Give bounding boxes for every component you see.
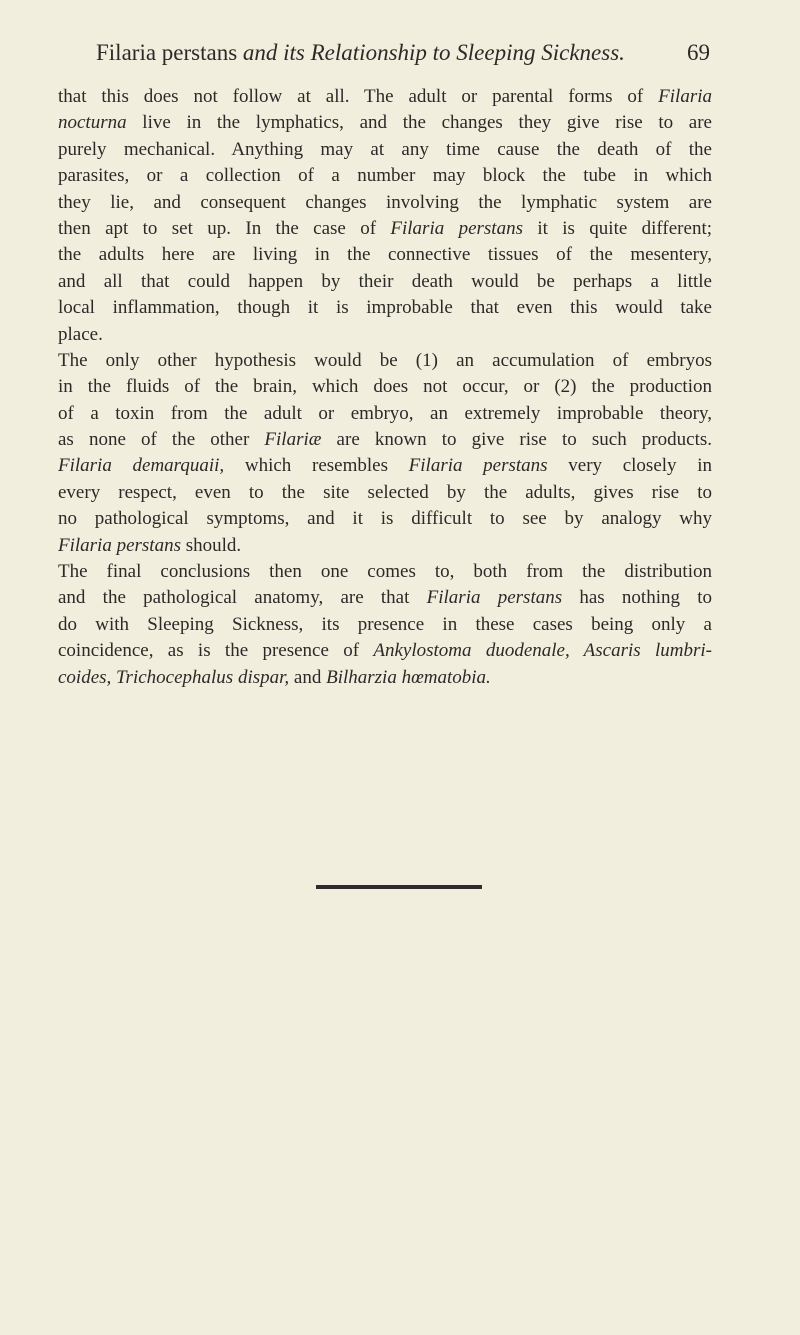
text-segment: are known to give rise to such products. [321, 429, 712, 451]
text-segment: coincidence, as is the presence of [58, 640, 374, 662]
text-segment: local inflammation, though it is improbable that even this would take [58, 297, 712, 319]
text-segment: should. [180, 534, 242, 556]
italic-segment: Filaria perstans [408, 455, 548, 477]
text-line [58, 242, 712, 268]
italic-segment: Filaria perstans [390, 217, 523, 239]
paragraph [58, 559, 712, 691]
text-segment: every respect, even to the site selected by the adults, gives rise to [58, 481, 712, 503]
running-head [96, 38, 710, 68]
text-line [58, 190, 712, 216]
text-segment: The only other hypothesis would be (1) an accumulation of embryos [58, 349, 712, 371]
text-line [58, 84, 712, 110]
text-line [58, 216, 712, 242]
text-segment: place. [58, 323, 103, 345]
running-head-title [96, 38, 625, 68]
italic-segment: Filaria perstans [58, 534, 181, 556]
section-end-rule [316, 885, 482, 889]
italic-segment: Bilharzia hœmatobia. [326, 666, 491, 688]
text-line [58, 110, 712, 136]
text-segment: in the fluids of the brain, which does not occur, or (2) the production [58, 376, 712, 398]
text-line [58, 322, 712, 348]
text-line [58, 163, 712, 189]
text-segment: and all that could happen by their death would be perhaps a little [58, 270, 712, 292]
text-line [58, 506, 712, 532]
text-line [58, 665, 712, 691]
italic-segment: Ankylostoma duodenale, Ascaris lumbri- [373, 640, 712, 662]
text-segment: The final conclusions then one comes to, both from the distribution [58, 561, 712, 583]
paragraph [58, 348, 712, 559]
text-line [58, 295, 712, 321]
text-line [58, 348, 712, 374]
text-segment: has nothing to [562, 587, 712, 609]
text-segment: and [289, 666, 327, 688]
text-segment: parasites, or a collection of a number may block the tube in which [58, 165, 712, 187]
text-line [58, 269, 712, 295]
text-segment: they lie, and consequent changes involving the lymphatic system are [58, 191, 712, 213]
text-line [58, 559, 712, 585]
text-line [58, 374, 712, 400]
text-line [58, 612, 712, 638]
text-line [58, 453, 712, 479]
italic-segment: nocturna [58, 112, 127, 134]
text-segment: of a toxin from the adult or embryo, an extremely improbable theory, [58, 402, 712, 424]
italic-segment: Filaria [658, 86, 712, 107]
page-number: 69 [687, 40, 710, 65]
running-head-title-plain: Filaria perstans [96, 40, 243, 65]
text-segment: then apt to set up. In the case of [58, 217, 391, 239]
text-segment: do with Sleeping Sickness, its presence in these cases being only a [58, 613, 712, 635]
text-line [58, 533, 712, 559]
text-segment: purely mechanical. Anything may at any time cause the death of the [58, 138, 712, 160]
text-line [58, 480, 712, 506]
text-segment: very closely in [547, 455, 712, 477]
text-line [58, 401, 712, 427]
text-line [58, 638, 712, 664]
text-segment: the adults here are living in the connective tissues of the mesentery, [58, 244, 712, 266]
text-line [58, 427, 712, 453]
italic-segment: Filariæ [264, 429, 322, 451]
text-segment: no pathological symptoms, and it is difficult to see by analogy why [58, 508, 712, 530]
body-text [58, 84, 712, 691]
running-head-title-italic: and its Relationship to Sleeping Sickness. [242, 40, 625, 65]
text-segment: that this does not follow at all. The adult or parental forms of [58, 86, 659, 107]
text-segment: as none of the other [58, 429, 265, 451]
text-line [58, 137, 712, 163]
italic-segment: Filaria perstans [426, 587, 563, 609]
text-segment: live in the lymphatics, and the changes they give rise to are [126, 112, 712, 134]
text-segment: it is quite different; [522, 217, 712, 239]
italic-segment: Filaria demarquaii, [58, 455, 225, 477]
text-line [58, 585, 712, 611]
text-segment: and the pathological anatomy, are that [58, 587, 427, 609]
italic-segment: coides, Trichocephalus dispar, [58, 666, 290, 688]
paragraph [58, 84, 712, 348]
text-segment: which resembles [224, 455, 409, 477]
